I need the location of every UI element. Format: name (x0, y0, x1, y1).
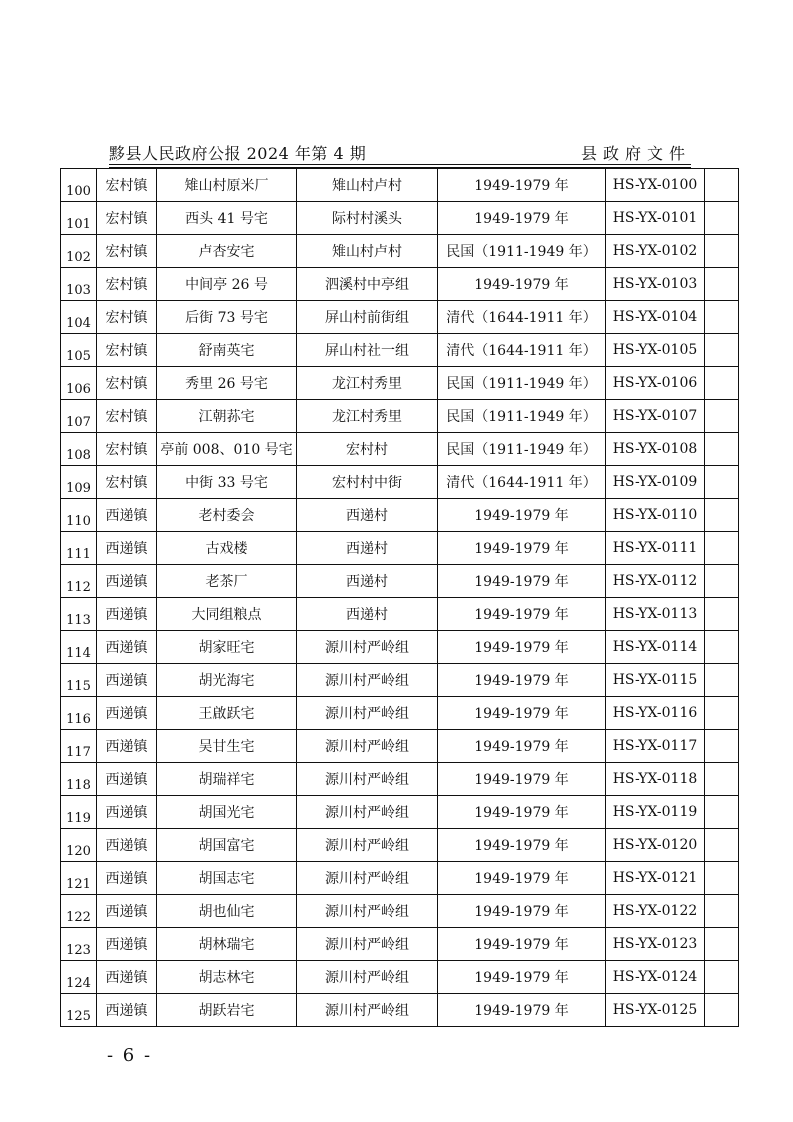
table-row (61, 169, 739, 202)
row-number: 105 (61, 334, 97, 367)
table-row (61, 994, 739, 1027)
code-cell: HS-YX-0121 (606, 862, 705, 895)
era-cell: 民国（1911-1949 年） (438, 400, 606, 433)
row-number: 113 (61, 598, 97, 631)
site-name-cell: 中间亭 26 号 (157, 268, 297, 301)
note-cell (705, 400, 739, 433)
row-number: 106 (61, 367, 97, 400)
note-cell (705, 598, 739, 631)
table-row (61, 664, 739, 697)
code-cell: HS-YX-0112 (606, 565, 705, 598)
table-row (61, 268, 739, 301)
row-number: 110 (61, 499, 97, 532)
location-cell: 源川村严岭组 (297, 631, 438, 664)
site-name-cell: 西头 41 号宅 (157, 202, 297, 235)
era-cell: 1949-1979 年 (438, 730, 606, 763)
era-cell: 1949-1979 年 (438, 895, 606, 928)
note-cell (705, 532, 739, 565)
note-cell (705, 565, 739, 598)
town-cell: 西递镇 (97, 532, 157, 565)
location-cell: 西递村 (297, 565, 438, 598)
town-cell: 西递镇 (97, 928, 157, 961)
era-cell: 清代（1644-1911 年） (438, 466, 606, 499)
row-number: 122 (61, 895, 97, 928)
note-cell (705, 367, 739, 400)
location-cell: 宏村村 (297, 433, 438, 466)
note-cell (705, 202, 739, 235)
table-row (61, 334, 739, 367)
note-cell (705, 466, 739, 499)
code-cell: HS-YX-0109 (606, 466, 705, 499)
note-cell (705, 796, 739, 829)
table-row (61, 763, 739, 796)
site-name-cell: 胡国志宅 (157, 862, 297, 895)
era-cell: 1949-1979 年 (438, 565, 606, 598)
town-cell: 宏村镇 (97, 235, 157, 268)
heritage-table (60, 168, 739, 1027)
code-cell: HS-YX-0123 (606, 928, 705, 961)
row-number: 102 (61, 235, 97, 268)
town-cell: 西递镇 (97, 829, 157, 862)
code-cell: HS-YX-0102 (606, 235, 705, 268)
table-row (61, 565, 739, 598)
note-cell (705, 664, 739, 697)
location-cell: 雉山村卢村 (297, 169, 438, 202)
note-cell (705, 730, 739, 763)
era-cell: 1949-1979 年 (438, 796, 606, 829)
code-cell: HS-YX-0111 (606, 532, 705, 565)
location-cell: 西递村 (297, 499, 438, 532)
row-number: 109 (61, 466, 97, 499)
row-number: 115 (61, 664, 97, 697)
town-cell: 宏村镇 (97, 466, 157, 499)
row-number: 108 (61, 433, 97, 466)
row-number: 111 (61, 532, 97, 565)
code-cell: HS-YX-0104 (606, 301, 705, 334)
town-cell: 宏村镇 (97, 400, 157, 433)
era-cell: 1949-1979 年 (438, 169, 606, 202)
era-cell: 民国（1911-1949 年） (438, 367, 606, 400)
location-cell: 泗溪村中亭组 (297, 268, 438, 301)
location-cell: 源川村严岭组 (297, 994, 438, 1027)
code-cell: HS-YX-0124 (606, 961, 705, 994)
location-cell: 源川村严岭组 (297, 796, 438, 829)
location-cell: 源川村严岭组 (297, 928, 438, 961)
era-cell: 1949-1979 年 (438, 994, 606, 1027)
site-name-cell: 老村委会 (157, 499, 297, 532)
site-name-cell: 王啟跃宅 (157, 697, 297, 730)
town-cell: 宏村镇 (97, 202, 157, 235)
row-number: 116 (61, 697, 97, 730)
era-cell: 1949-1979 年 (438, 532, 606, 565)
table-row (61, 961, 739, 994)
table-row (61, 862, 739, 895)
row-number: 119 (61, 796, 97, 829)
code-cell: HS-YX-0116 (606, 697, 705, 730)
site-name-cell: 秀里 26 号宅 (157, 367, 297, 400)
note-cell (705, 763, 739, 796)
location-cell: 源川村严岭组 (297, 895, 438, 928)
note-cell (705, 994, 739, 1027)
page-number: - 6 - (107, 1045, 153, 1066)
note-cell (705, 301, 739, 334)
table-row (61, 202, 739, 235)
site-name-cell: 胡家旺宅 (157, 631, 297, 664)
note-cell (705, 862, 739, 895)
code-cell: HS-YX-0113 (606, 598, 705, 631)
code-cell: HS-YX-0117 (606, 730, 705, 763)
era-cell: 1949-1979 年 (438, 829, 606, 862)
row-number: 103 (61, 268, 97, 301)
town-cell: 宏村镇 (97, 367, 157, 400)
site-name-cell: 胡国光宅 (157, 796, 297, 829)
table-row (61, 466, 739, 499)
table-row (61, 598, 739, 631)
location-cell: 源川村严岭组 (297, 697, 438, 730)
location-cell: 西递村 (297, 532, 438, 565)
location-cell: 际村村溪头 (297, 202, 438, 235)
location-cell: 源川村严岭组 (297, 730, 438, 763)
row-number: 114 (61, 631, 97, 664)
town-cell: 西递镇 (97, 697, 157, 730)
town-cell: 宏村镇 (97, 334, 157, 367)
row-number: 124 (61, 961, 97, 994)
row-number: 104 (61, 301, 97, 334)
town-cell: 西递镇 (97, 895, 157, 928)
site-name-cell: 胡光海宅 (157, 664, 297, 697)
era-cell: 1949-1979 年 (438, 928, 606, 961)
table-row (61, 928, 739, 961)
row-number: 123 (61, 928, 97, 961)
code-cell: HS-YX-0108 (606, 433, 705, 466)
table-row (61, 499, 739, 532)
table-row (61, 829, 739, 862)
table-row (61, 796, 739, 829)
town-cell: 宏村镇 (97, 169, 157, 202)
era-cell: 1949-1979 年 (438, 268, 606, 301)
town-cell: 西递镇 (97, 565, 157, 598)
era-cell: 1949-1979 年 (438, 202, 606, 235)
era-cell: 1949-1979 年 (438, 763, 606, 796)
note-cell (705, 961, 739, 994)
site-name-cell: 舒南英宅 (157, 334, 297, 367)
code-cell: HS-YX-0107 (606, 400, 705, 433)
code-cell: HS-YX-0125 (606, 994, 705, 1027)
location-cell: 龙江村秀里 (297, 367, 438, 400)
town-cell: 西递镇 (97, 961, 157, 994)
town-cell: 宏村镇 (97, 268, 157, 301)
era-cell: 清代（1644-1911 年） (438, 301, 606, 334)
era-cell: 1949-1979 年 (438, 664, 606, 697)
row-number: 100 (61, 169, 97, 202)
era-cell: 民国（1911-1949 年） (438, 235, 606, 268)
note-cell (705, 499, 739, 532)
table-row (61, 631, 739, 664)
code-cell: HS-YX-0103 (606, 268, 705, 301)
location-cell: 源川村严岭组 (297, 664, 438, 697)
town-cell: 西递镇 (97, 730, 157, 763)
note-cell (705, 433, 739, 466)
location-cell: 源川村严岭组 (297, 829, 438, 862)
site-name-cell: 胡跃岩宅 (157, 994, 297, 1027)
row-number: 107 (61, 400, 97, 433)
town-cell: 西递镇 (97, 631, 157, 664)
town-cell: 西递镇 (97, 763, 157, 796)
table-row (61, 301, 739, 334)
era-cell: 1949-1979 年 (438, 631, 606, 664)
row-number: 101 (61, 202, 97, 235)
site-name-cell: 后街 73 号宅 (157, 301, 297, 334)
site-name-cell: 胡瑞祥宅 (157, 763, 297, 796)
table-row (61, 532, 739, 565)
town-cell: 西递镇 (97, 664, 157, 697)
note-cell (705, 631, 739, 664)
section-label: 县政府文件 (580, 144, 691, 163)
note-cell (705, 235, 739, 268)
note-cell (705, 169, 739, 202)
row-number: 120 (61, 829, 97, 862)
code-cell: HS-YX-0100 (606, 169, 705, 202)
era-cell: 1949-1979 年 (438, 697, 606, 730)
note-cell (705, 829, 739, 862)
site-name-cell: 吴甘生宅 (157, 730, 297, 763)
location-cell: 雉山村卢村 (297, 235, 438, 268)
table-row (61, 400, 739, 433)
site-name-cell: 中街 33 号宅 (157, 466, 297, 499)
code-cell: HS-YX-0115 (606, 664, 705, 697)
header-rule-thin (109, 164, 691, 165)
note-cell (705, 697, 739, 730)
location-cell: 屏山村社一组 (297, 334, 438, 367)
code-cell: HS-YX-0114 (606, 631, 705, 664)
table-row (61, 235, 739, 268)
site-name-cell: 大同组粮点 (157, 598, 297, 631)
table-body (61, 169, 739, 1027)
row-number: 117 (61, 730, 97, 763)
row-number: 112 (61, 565, 97, 598)
table-row (61, 367, 739, 400)
code-cell: HS-YX-0110 (606, 499, 705, 532)
town-cell: 西递镇 (97, 598, 157, 631)
site-name-cell: 卢杏安宅 (157, 235, 297, 268)
site-name-cell: 胡也仙宅 (157, 895, 297, 928)
note-cell (705, 928, 739, 961)
table-row (61, 697, 739, 730)
site-name-cell: 老茶厂 (157, 565, 297, 598)
location-cell: 源川村严岭组 (297, 763, 438, 796)
site-name-cell: 亭前 008、010 号宅 (157, 433, 297, 466)
town-cell: 西递镇 (97, 862, 157, 895)
location-cell: 源川村严岭组 (297, 961, 438, 994)
gazette-title: 黟县人民政府公报 2024 年第 4 期 (109, 144, 367, 163)
note-cell (705, 334, 739, 367)
site-name-cell: 古戏楼 (157, 532, 297, 565)
code-cell: HS-YX-0119 (606, 796, 705, 829)
era-cell: 民国（1911-1949 年） (438, 433, 606, 466)
site-name-cell: 胡志林宅 (157, 961, 297, 994)
town-cell: 西递镇 (97, 796, 157, 829)
page-header (109, 141, 691, 163)
location-cell: 屏山村前街组 (297, 301, 438, 334)
location-cell: 西递村 (297, 598, 438, 631)
site-name-cell: 胡林瑞宅 (157, 928, 297, 961)
row-number: 118 (61, 763, 97, 796)
row-number: 121 (61, 862, 97, 895)
table-row (61, 895, 739, 928)
code-cell: HS-YX-0101 (606, 202, 705, 235)
note-cell (705, 268, 739, 301)
site-name-cell: 江朝荪宅 (157, 400, 297, 433)
location-cell: 龙江村秀里 (297, 400, 438, 433)
note-cell (705, 895, 739, 928)
location-cell: 宏村村中街 (297, 466, 438, 499)
code-cell: HS-YX-0122 (606, 895, 705, 928)
code-cell: HS-YX-0106 (606, 367, 705, 400)
row-number: 125 (61, 994, 97, 1027)
code-cell: HS-YX-0105 (606, 334, 705, 367)
era-cell: 1949-1979 年 (438, 961, 606, 994)
era-cell: 1949-1979 年 (438, 862, 606, 895)
town-cell: 西递镇 (97, 994, 157, 1027)
site-name-cell: 胡国富宅 (157, 829, 297, 862)
era-cell: 1949-1979 年 (438, 499, 606, 532)
table-row (61, 433, 739, 466)
town-cell: 宏村镇 (97, 433, 157, 466)
era-cell: 清代（1644-1911 年） (438, 334, 606, 367)
town-cell: 宏村镇 (97, 301, 157, 334)
era-cell: 1949-1979 年 (438, 598, 606, 631)
location-cell: 源川村严岭组 (297, 862, 438, 895)
site-name-cell: 雉山村原米厂 (157, 169, 297, 202)
table-row (61, 730, 739, 763)
code-cell: HS-YX-0118 (606, 763, 705, 796)
code-cell: HS-YX-0120 (606, 829, 705, 862)
town-cell: 西递镇 (97, 499, 157, 532)
